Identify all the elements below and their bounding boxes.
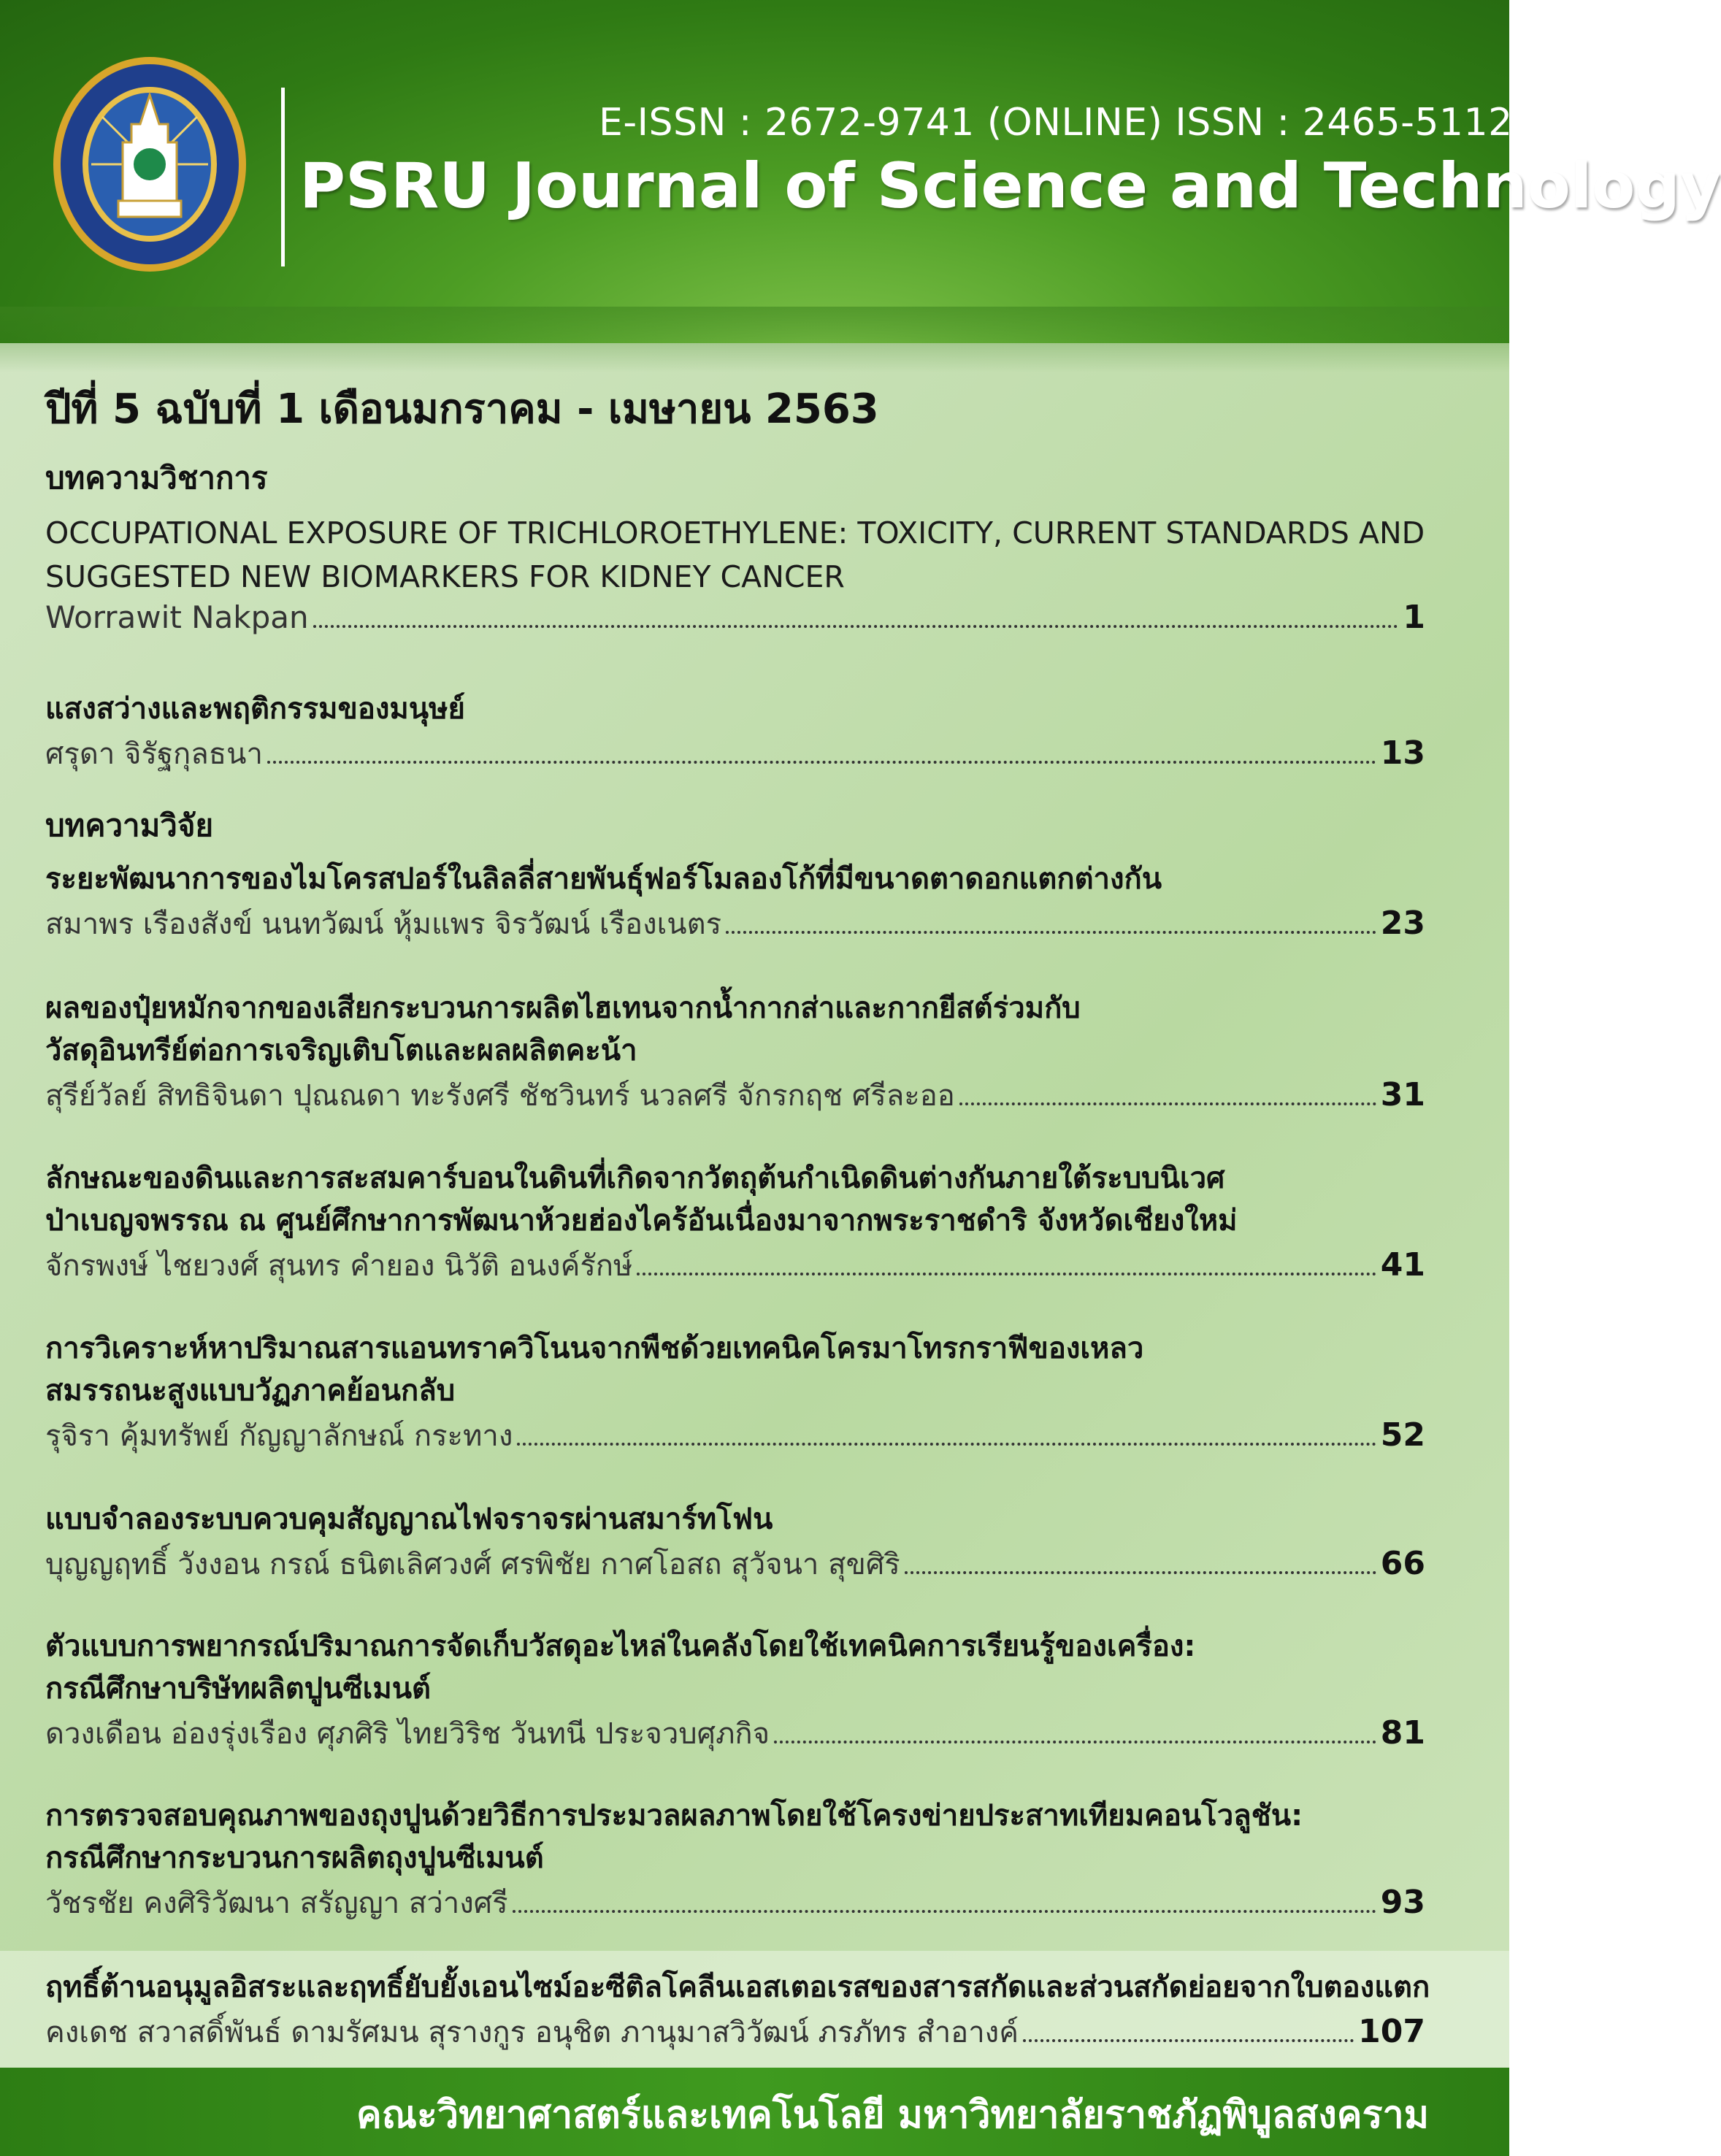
toc-entry[interactable] (45, 858, 1425, 945)
journal-title: PSRU Journal of Science and Technology (299, 150, 1721, 223)
leader-dots (959, 1102, 1376, 1105)
entry-title: ลักษณะของดินและการสะสมคาร์บอนในดินที่เกิดจากวัตถุต้นกำเนิดดินต่างกันภายใต้ระบบนิเวศ (45, 1162, 1225, 1195)
entry-title: ผลของปุ๋ยหมักจากของเสียกระบวนการผลิตไฮเทนจากน้ำกากส่าและกากยีสต์ร่วมกับ (45, 991, 1081, 1025)
header-divider (281, 88, 285, 266)
entry-title: การวิเคราะห์หาปริมาณสารแอนทราควิโนนจากพืชด้วยเทคนิคโครมาโทรกราฟีของเหลว (45, 1332, 1144, 1365)
entry-title: วัสดุอินทรีย์ต่อการเจริญเติบโตและผลผลิตคะน้า (45, 1034, 637, 1067)
toc-entry[interactable] (45, 1327, 1425, 1457)
entry-authors: คงเดช สวาสดิ์พันธ์ ดามรัศมน สุรางกูร อนุชิต ภานุมาสวิวัฒน์ ภรภัทร สำอางค์ (45, 2016, 1019, 2049)
entry-page: 66 (1380, 1545, 1425, 1582)
entry-title: กรณีศึกษากระบวนการผลิตถุงปูนซีเมนต์ (45, 1841, 544, 1875)
entry-authors: ศรุดา จิรัฐกุลธนา (45, 737, 263, 771)
entry-page: 31 (1380, 1076, 1425, 1113)
leader-dots (637, 1273, 1376, 1275)
leader-dots (1023, 2039, 1354, 2042)
entry-title: การตรวจสอบคุณภาพของถุงปูนด้วยวิธีการประมวลผลภาพโดยใช้โครงข่ายประสาทเทียมคอนโวลูชัน: (45, 1799, 1303, 1833)
leader-dots (513, 1910, 1376, 1913)
entry-page: 107 (1358, 2013, 1425, 2050)
entry-page: 23 (1380, 905, 1425, 942)
entry-page: 41 (1380, 1246, 1425, 1284)
entry-page: 13 (1380, 734, 1425, 772)
toc-entry[interactable] (45, 1157, 1425, 1287)
leader-dots (774, 1741, 1376, 1743)
entry-title: แสงสว่างและพฤติกรรมของมนุษย์ (45, 692, 465, 726)
entry-title: แบบจำลองระบบควบคุมสัญญาณไฟจราจรผ่านสมาร์ทโฟน (45, 1503, 773, 1536)
entry-authors: บุญญฤทธิ์ วังงอน กรณ์ ธนิตเลิศวงศ์ ศรพิชัย กาศโอสถ สุวัจนา สุขศิริ (45, 1548, 900, 1581)
leader-dots (267, 761, 1376, 764)
leader-dots (517, 1443, 1376, 1446)
entry-authors: จักรพงษ์ ไชยวงศ์ สุนทร คำยอง นิวัติ อนงค์รักษ์ (45, 1249, 633, 1283)
entry-title: OCCUPATIONAL EXPOSURE OF TRICHLOROETHYLENE: TOXICITY, CURRENT STANDARDS AND (45, 515, 1425, 550)
leader-dots (905, 1571, 1376, 1574)
leader-dots (313, 625, 1399, 628)
toc-entry[interactable] (45, 1966, 1430, 2054)
entry-authors: สมาพร เรืองสังข์ นนทวัฒน์ หุ้มแพร จิรวัฒน์ เรืองเนตร (45, 908, 722, 941)
entry-authors: ดวงเดือน อ่องรุ่งเรือง ศุภศิริ ไทยวิริช วันทนี ประจวบศุภกิจ (45, 1717, 770, 1751)
section-heading-research: บทความวิจัย (45, 807, 214, 843)
toc-entry[interactable] (45, 688, 1425, 775)
faculty-name: คณะวิทยาศาสตร์และเทคโนโลยี มหาวิทยาลัยราชภัฏพิบูลสงคราม (356, 2093, 1429, 2137)
entry-authors: Worrawit Nakpan (45, 599, 309, 635)
entry-title: SUGGESTED NEW BIOMARKERS FOR KIDNEY CANCER (45, 559, 845, 594)
entry-title: ระยะพัฒนาการของไมโครสปอร์ในลิลลี่สายพันธุ์ฟอร์โมลองโก้ที่มีขนาดตาดอกแตกต่างกัน (45, 862, 1162, 896)
header-fade (0, 307, 1509, 372)
entry-title: ฤทธิ์ต้านอนุมูลอิสระและฤทธิ์ยับยั้งเอนไซม์อะซีติลโคลีนเอสเตอเรสของสารสกัดและส่วนสกัดย่อยจากใบตองแตก (45, 1971, 1430, 2004)
toc-entry[interactable] (45, 1625, 1425, 1755)
section-heading-academic: บทความวิชาการ (45, 460, 268, 496)
entry-page: 93 (1380, 1884, 1425, 1921)
entry-page: 52 (1380, 1416, 1425, 1454)
entry-title: ตัวแบบการพยากรณ์ปริมาณการจัดเก็บวัสดุอะไหล่ในคลังโดยใช้เทคนิคการเรียนรู้ของเครื่อง: (45, 1630, 1196, 1663)
toc-entry[interactable] (45, 987, 1425, 1117)
university-seal-icon (51, 55, 248, 274)
entry-authors: สุรีย์วัลย์ สิทธิจินดา ปุณณดา ทะรังศรี ชัชวินทร์ นวลศรี จักรกฤช ศรีละออ (45, 1079, 955, 1113)
header-band (0, 0, 1721, 343)
leader-dots (726, 931, 1376, 934)
issn-line: E-ISSN : 2672-9741 (ONLINE) ISSN : 2465-5112 (599, 101, 1513, 145)
footer-band (0, 2068, 1509, 2156)
entry-title: กรณีศึกษาบริษัทผลิตปูนซีเมนต์ (45, 1672, 432, 1706)
entry-page: 1 (1403, 599, 1425, 636)
entry-title: สมรรถนะสูงแบบวัฏภาคย้อนกลับ (45, 1374, 456, 1408)
entry-page: 81 (1380, 1714, 1425, 1752)
toc-entry[interactable] (45, 1795, 1425, 1925)
toc-entry[interactable] (45, 1498, 1425, 1586)
entry-authors: วัชรชัย คงศิริวัฒนา สรัญญา สว่างศรี (45, 1887, 508, 1920)
entry-authors: รุจิรา คุ้มทรัพย์ กัญญาลักษณ์ กระทาง (45, 1419, 513, 1453)
entry-title: ป่าเบญจพรรณ ณ ศูนย์ศึกษาการพัฒนาห้วยฮ่องไคร้อันเนื่องมาจากพระราชดำริ จังหวัดเชียงใหม่ (45, 1204, 1238, 1238)
issue-line: ปีที่ 5 ฉบับที่ 1 เดือนมกราคม - เมษายน 2563 (45, 385, 879, 433)
toc-entry[interactable] (45, 511, 1425, 644)
